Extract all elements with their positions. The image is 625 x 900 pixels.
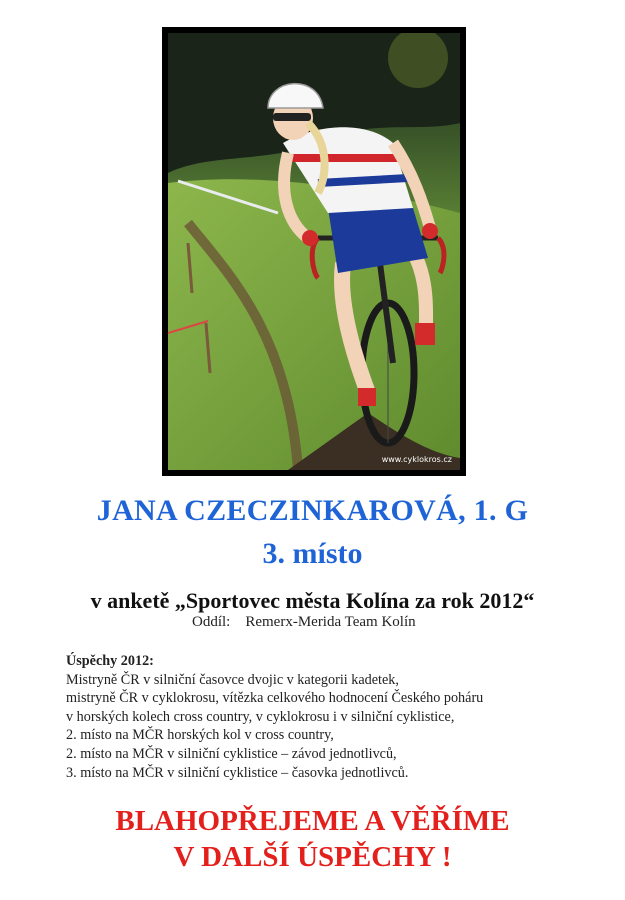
achievements-section [66, 652, 586, 782]
placement: 3. místo [262, 537, 363, 570]
achievement-line: 3. místo na MČR v silniční cyklistice – časovka jednotlivců. [66, 764, 409, 781]
club-value: Remerx-Merida Team Kolín [245, 614, 416, 630]
congrats-line-1: BLAHOPŘEJEME A VĚŘÍME [115, 805, 510, 837]
cyclist-photo [168, 33, 460, 470]
athlete-name: JANA CZECZINKAROVÁ, 1. G [96, 494, 529, 527]
achievement-line: 2. místo na MČR horských kol v cross country, [66, 727, 334, 744]
achievement-line: 2. místo na MČR v silniční cyklistice – závod jednotlivců, [66, 745, 397, 762]
club-line [192, 614, 416, 631]
athlete-photo-frame [162, 27, 466, 476]
achievement-line: Mistryně ČR v silniční časovce dvojic v kategorii kadetek, [66, 671, 399, 688]
achievement-line: mistryně ČR v cyklokrosu, vítězka celkového hodnocení Českého poháru [66, 690, 484, 707]
club-label: Oddíl: [192, 614, 231, 630]
achievements-title: Úspěchy 2012: [66, 653, 154, 669]
photo-watermark: www.cyklokros.cz [381, 455, 452, 464]
poll-title: v anketě „Sportovec města Kolína za rok 2012“ [90, 588, 535, 613]
congratulations-message [0, 803, 625, 875]
congrats-line-2: V DALŠÍ ÚSPĚCHY ! [173, 841, 452, 873]
achievement-line: v horských kolech cross country, v cyklokrosu i v silniční cyklistice, [66, 708, 455, 725]
